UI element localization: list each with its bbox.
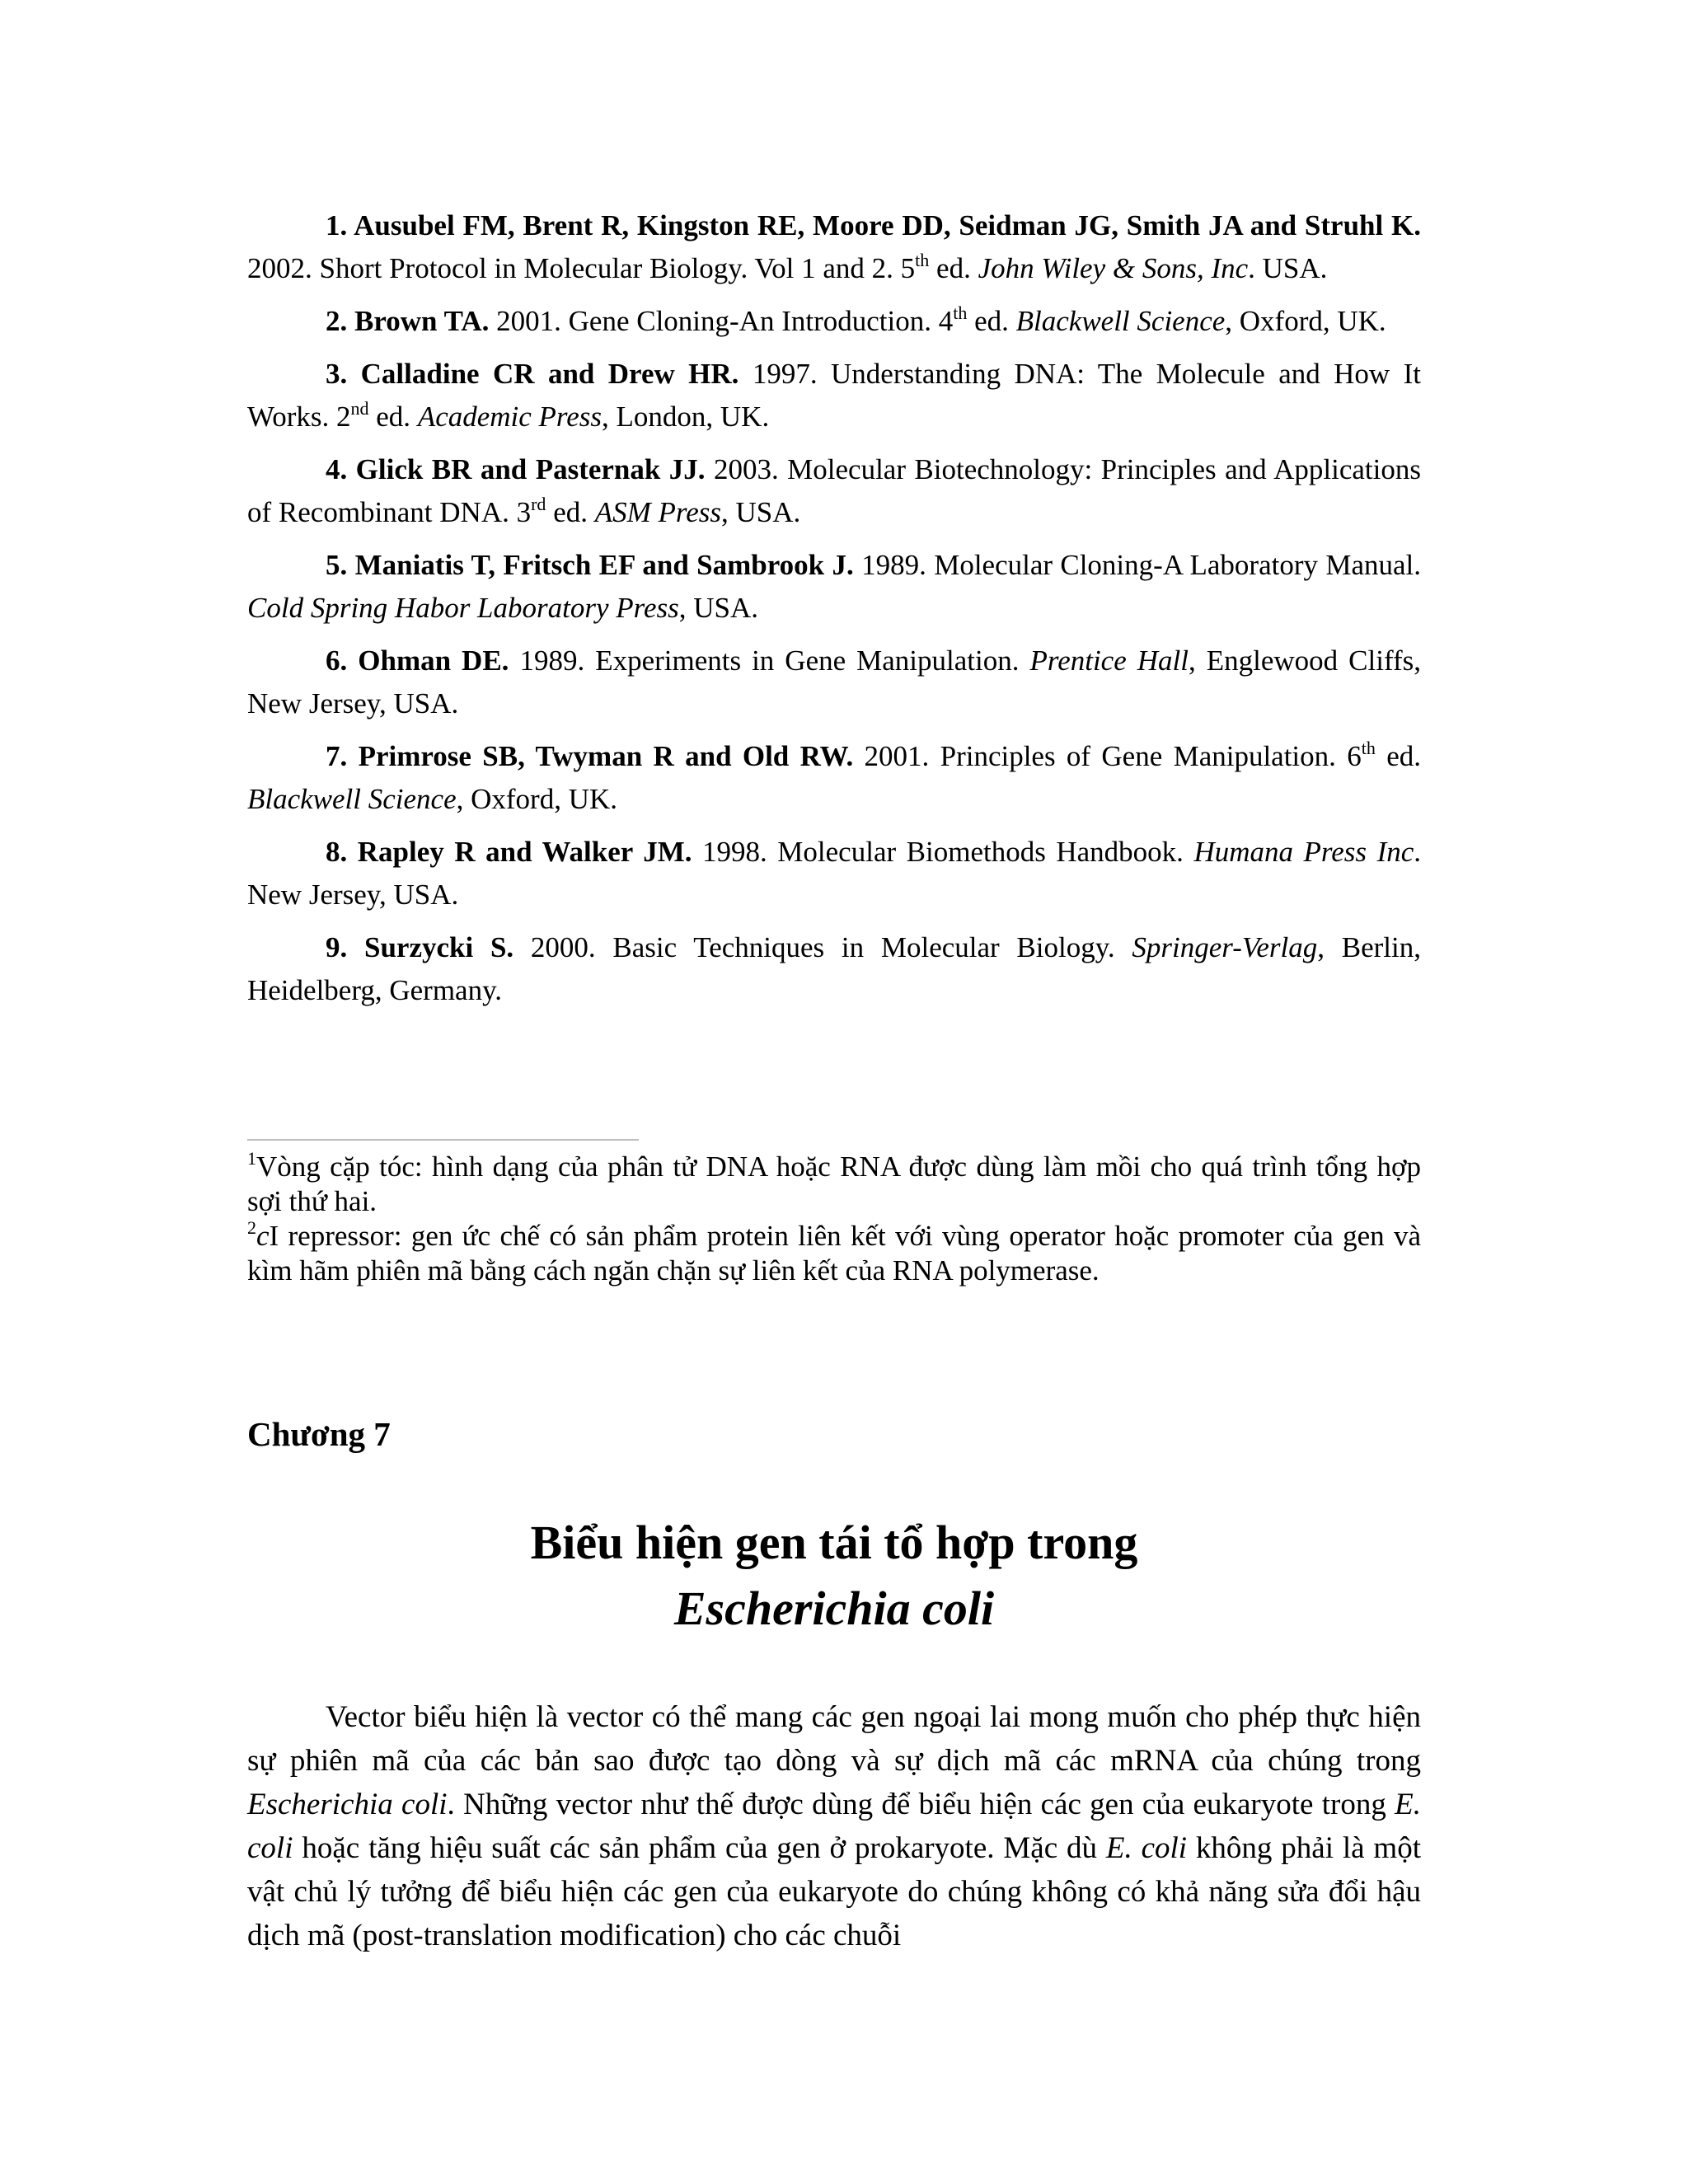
reference-authors: 4. Glick BR and Pasternak JJ. [326,453,706,485]
reference-publisher: Blackwell Science [247,783,457,815]
reference-publisher: Prentice Hall [1029,644,1189,677]
reference-publisher: Blackwell Science [1015,305,1226,337]
reference-authors: 6. Ohman DE. [326,644,509,677]
reference-item: 7. Primrose SB, Twyman R and Old RW. 2001. Principles of Gene Manipulation. 6th ed. Blackwell Science, Oxford, UK. [247,738,1421,815]
body-text [247,1695,1421,1957]
reference-authors: 9. Surzycki S. [326,931,514,963]
chapter-label: Chương 7 [247,1415,391,1453]
reference-publisher: Humana Press Inc [1193,836,1414,868]
reference-publisher: Academic Press [417,401,603,433]
reference-item: 2. Brown TA. 2001. Gene Cloning-An Introduction. 4th ed. Blackwell Science, Oxford, UK. [326,302,1386,337]
reference-item: 6. Ohman DE. 1989. Experiments in Gene Manipulation. Prentice Hall, Englewood Cliffs, New Jersey, USA. [247,644,1421,719]
footnote-1: $^1$Vòng cặp tóc: hình dạng của phân tử DNA hoặc RNA được dùng làm mồi cho quá trình tổng hợp sợi thứ hai. [247,1148,1421,1217]
reference-item: 3. Calladine CR and Drew HR. 1997. Understanding DNA: The Molecule and How It Works. 2nd ed. Academic Press, London, UK. [247,358,1421,433]
reference-item: 9. Surzycki S. 2000. Basic Techniques in Molecular Biology. Springer-Verlag, Berlin, Heidelberg, Germany. [247,931,1421,1006]
reference-publisher: Springer-Verlag [1132,931,1318,963]
chapter-title-line-2: Escherichia coli [673,1582,995,1635]
footnote-number: 2 [247,1217,256,1238]
chapter-title [247,1510,1421,1642]
footnote-2: $^2$cI repressor: gen ức chế có sản phẩm protein liên kết với vùng operator hoặc promoter của gen và kìm hãm phiên mã bằng cách ngăn chặn sự liên kết của RNA polymerase. [247,1217,1421,1286]
reference-authors: 1. Ausubel FM, Brent R, Kingston RE, Moore DD, Seidman JG, Smith JA and Struhl K. [326,209,1421,241]
reference-authors: 3. Calladine CR and Drew HR. [326,358,739,390]
reference-publisher: ASM Press [594,496,721,528]
reference-publisher: Cold Spring Habor Laboratory Press [247,592,679,624]
reference-authors: 8. Rapley R and Walker JM. [326,836,692,868]
reference-item: 8. Rapley R and Walker JM. 1998. Molecular Biomethods Handbook. Humana Press Inc. New Jersey, USA. [247,836,1422,911]
chapter-title-line-1: Biểu hiện gen tái tổ hợp trong [530,1516,1138,1569]
reference-authors: 7. Primrose SB, Twyman R and Old RW. [326,740,854,772]
footnote-number: 1 [247,1148,256,1169]
reference-item: 1. Ausubel FM, Brent R, Kingston RE, Moore DD, Seidman JG, Smith JA and Struhl K. 2002. Short Protocol in Molecular Biology. Vol 1 and 2. 5th ed. John Wiley & Sons, Inc. USA. [247,209,1421,284]
reference-publisher: John Wiley & Sons, Inc [978,252,1249,284]
reference-item: 4. Glick BR and Pasternak JJ. 2003. Molecular Biotechnology: Principles and Applications of Recombinant DNA. 3rd ed. ASM Press, USA. [247,453,1421,528]
reference-list [247,204,1421,1022]
reference-authors: 5. Maniatis T, Fritsch EF and Sambrook J. [326,549,854,581]
footnote-divider [247,1139,639,1141]
reference-item: 5. Maniatis T, Fritsch EF and Sambrook J. 1989. Molecular Cloning-A Laboratory Manual. Cold Spring Habor Laboratory Press, USA. [247,549,1422,624]
footnotes [247,1150,1421,1288]
body-paragraph: Vector biểu hiện là vector có thể mang các gen ngoại lai mong muốn cho phép thực hiện sự phiên mã của các bản sao được tạo dòng và sự dịch mã các mRNA của chúng trong Escherichia coli. Những vector như thế được dùng để biểu hiện các gen của eukaryote trong E. coli hoặc tăng hiệu suất các sản phẩm của gen ở prokaryote. Mặc dù E. coli không phải là một vật chủ lý tưởng để biểu hiện các gen của eukaryote do chúng không có khả năng sửa đổi hậu dịch mã (post-translation modification) cho các chuỗi [247,1700,1421,1952]
reference-authors: 2. Brown TA. [326,305,490,337]
